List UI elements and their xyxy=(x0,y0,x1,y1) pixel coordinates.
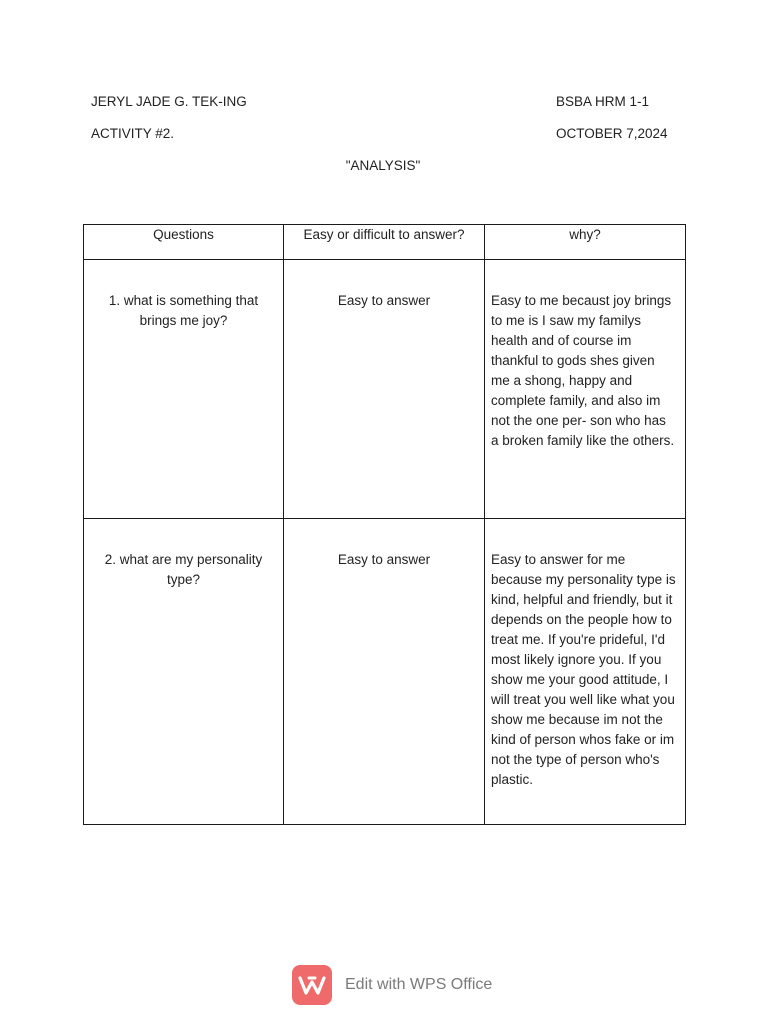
wps-office-logo-icon xyxy=(292,965,332,1005)
why-text: Easy to answer for me because my personality type is kind, helpful and friendly, but it depends on the people how to treat me. If you're prideful, I'd most likely ignore you. If you show me your good attitude, I will treat you well like what you show me because im not the kind of person whos fake or im not the type of person who's plastic. xyxy=(491,552,676,787)
course-section: BSBA HRM 1-1 xyxy=(556,94,650,109)
column-header-questions-label: Questions xyxy=(153,227,214,242)
difficulty-cell xyxy=(284,519,485,825)
analysis-table xyxy=(83,224,686,825)
question-text: 2. what are my personality type? xyxy=(104,552,263,587)
why-text: Easy to me becaust joy brings to me is I saw my familys health and of course im thankful to gods shes given me a shong, happy and complete family, and also im not the one per- son who has a broken family like the others. xyxy=(491,293,675,448)
edit-with-wps-label[interactable]: Edit with WPS Office xyxy=(345,976,493,993)
student-name: JERYL JADE G. TEK-ING xyxy=(91,94,247,109)
edit-with-wps-badge[interactable] xyxy=(292,965,492,1005)
column-header-why-label: why? xyxy=(569,227,601,242)
question-text: 1. what is something that brings me joy? xyxy=(108,293,259,328)
table-row xyxy=(84,519,686,825)
document-title xyxy=(0,158,768,173)
difficulty-text: Easy to answer xyxy=(337,552,431,567)
column-header-questions xyxy=(84,225,284,260)
activity-label: ACTIVITY #2. xyxy=(91,126,175,141)
table-row xyxy=(84,260,686,519)
date-label: OCTOBER 7,2024 xyxy=(556,126,668,141)
difficulty-cell xyxy=(284,260,485,519)
why-cell xyxy=(485,260,686,519)
difficulty-text: Easy to answer xyxy=(337,293,431,308)
why-cell xyxy=(485,519,686,825)
question-cell xyxy=(84,260,284,519)
column-header-difficulty-label: Easy or difficult to answer? xyxy=(303,227,465,242)
column-header-difficulty xyxy=(284,225,485,260)
question-cell xyxy=(84,519,284,825)
column-header-why xyxy=(485,225,686,260)
document-title-text: "ANALYSIS" xyxy=(345,158,421,173)
table-header-row xyxy=(84,225,686,260)
